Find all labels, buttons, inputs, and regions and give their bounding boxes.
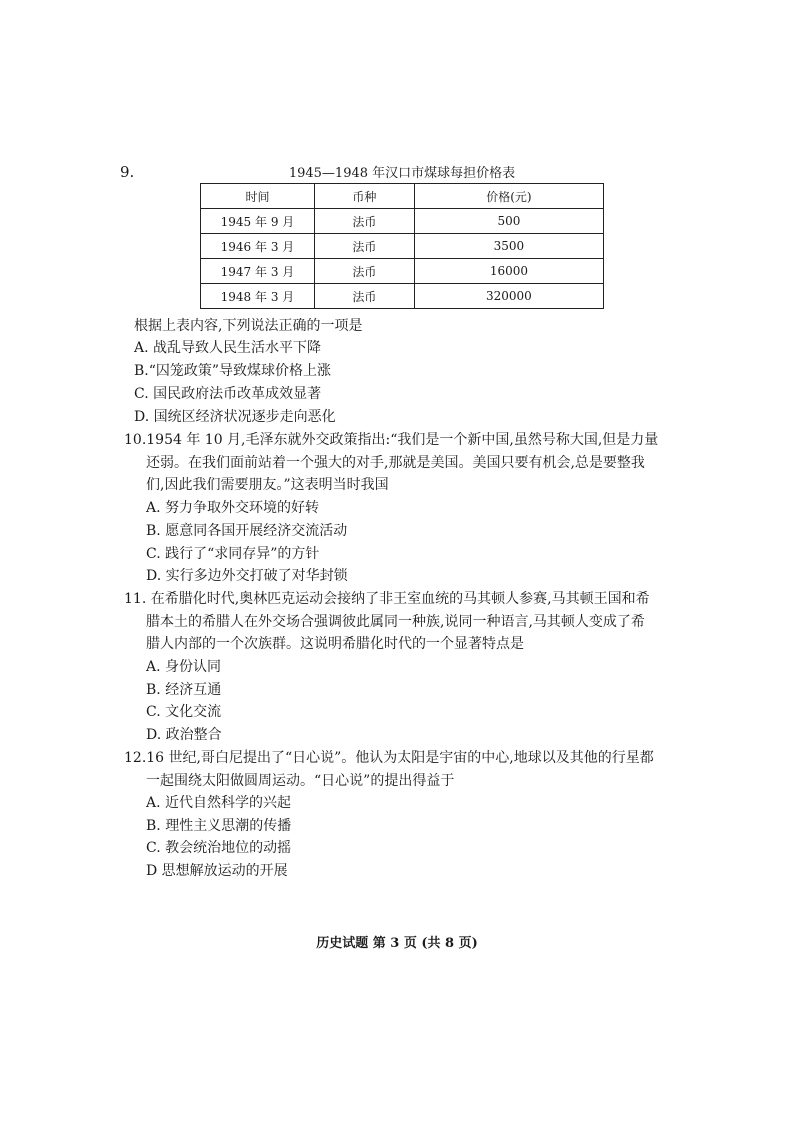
question-12-option-a: A. 近代自然科学的兴起 — [146, 795, 292, 811]
question-11-option-b: B. 经济互通 — [146, 682, 222, 698]
table-header-cell: 价格(元) — [414, 184, 603, 209]
question-11-stem-line: 腊本土的希腊人在外交场合强调彼此属同一种族,说同一种语言,马其顿人变成了希 — [146, 614, 645, 630]
table-header-row — [201, 184, 604, 209]
question-10-option-c: C. 践行了“求同存异”的方针 — [146, 546, 320, 562]
question-10-option-a: A. 努力争取外交环境的好转 — [146, 500, 320, 516]
table-title: 1945—1948 年汉口市煤球每担价格表 — [288, 166, 516, 181]
table-header-cell: 时间 — [201, 184, 315, 209]
price-table — [200, 183, 604, 309]
table-cell: 1948 年 3 月 — [201, 284, 315, 309]
page-footer: 历史试题 第 3 页 (共 8 页) — [316, 936, 478, 951]
table-cell: 1945 年 9 月 — [201, 209, 315, 234]
table-row — [201, 259, 604, 284]
table-header-cell: 币种 — [314, 184, 414, 209]
table-cell: 法币 — [314, 209, 414, 234]
question-10-stem-line: 们,因此我们需要朋友。”这表明当时我国 — [146, 477, 389, 493]
table-cell: 320000 — [414, 284, 603, 309]
table-cell: 法币 — [314, 284, 414, 309]
question-11-stem-line: 腊人内部的一个次族群。这说明希腊化时代的一个显著特点是 — [146, 636, 524, 652]
table-cell: 法币 — [314, 259, 414, 284]
table-cell: 1947 年 3 月 — [201, 259, 315, 284]
question-12-option-c: C. 教会统治地位的动摇 — [146, 840, 292, 856]
question-11-option-c: C. 文化交流 — [146, 704, 222, 720]
question-9-option-c: C. 国民政府法币改革成效显著 — [134, 386, 322, 402]
question-10-stem-line: 还弱。在我们面前站着一个强大的对手,那就是美国。美国只要有机会,总是要整我 — [146, 455, 645, 471]
table-cell: 法币 — [314, 234, 414, 259]
table-cell: 500 — [414, 209, 603, 234]
question-10-option-d: D. 实行多边外交打破了对华封锁 — [146, 568, 348, 584]
question-9-option-d: D. 国统区经济状况逐步走向恶化 — [134, 409, 336, 425]
table-row — [201, 209, 604, 234]
table-cell: 1946 年 3 月 — [201, 234, 315, 259]
question-12-stem-line: 一起围绕太阳做圆周运动。“日心说”的提出得益于 — [146, 773, 455, 789]
question-11-option-d: D. 政治整合 — [146, 727, 222, 743]
question-11-stem-line: 11. 在希腊化时代,奥林匹克运动会接纳了非王室血统的马其顿人参赛,马其顿王国和希 — [124, 591, 650, 607]
question-12-stem-line: 12.16 世纪,哥白尼提出了“日心说”。他认为太阳是宇宙的中心,地球以及其他的行星都 — [124, 750, 654, 766]
question-9-number: 9. — [120, 163, 135, 181]
table-cell: 16000 — [414, 259, 603, 284]
question-12-option-d: D 思想解放运动的开展 — [146, 863, 288, 879]
question-11-option-a: A. 身份认同 — [146, 659, 222, 675]
table-cell: 3500 — [414, 234, 603, 259]
table-row — [201, 234, 604, 259]
question-9-stem: 根据上表内容,下列说法正确的一项是 — [134, 318, 363, 334]
question-9-option-a: A. 战乱导致人民生活水平下降 — [134, 340, 322, 356]
question-9-option-b: B.“囚笼政策”导致煤球价格上涨 — [134, 363, 332, 379]
question-10-option-b: B. 愿意同各国开展经济交流活动 — [146, 523, 348, 539]
question-10-stem-line: 10.1954 年 10 月,毛泽东就外交政策指出:“我们是一个新中国,虽然号称大国,但是力量 — [124, 432, 659, 448]
question-12-option-b: B. 理性主义思潮的传播 — [146, 818, 292, 834]
table-row — [201, 284, 604, 309]
